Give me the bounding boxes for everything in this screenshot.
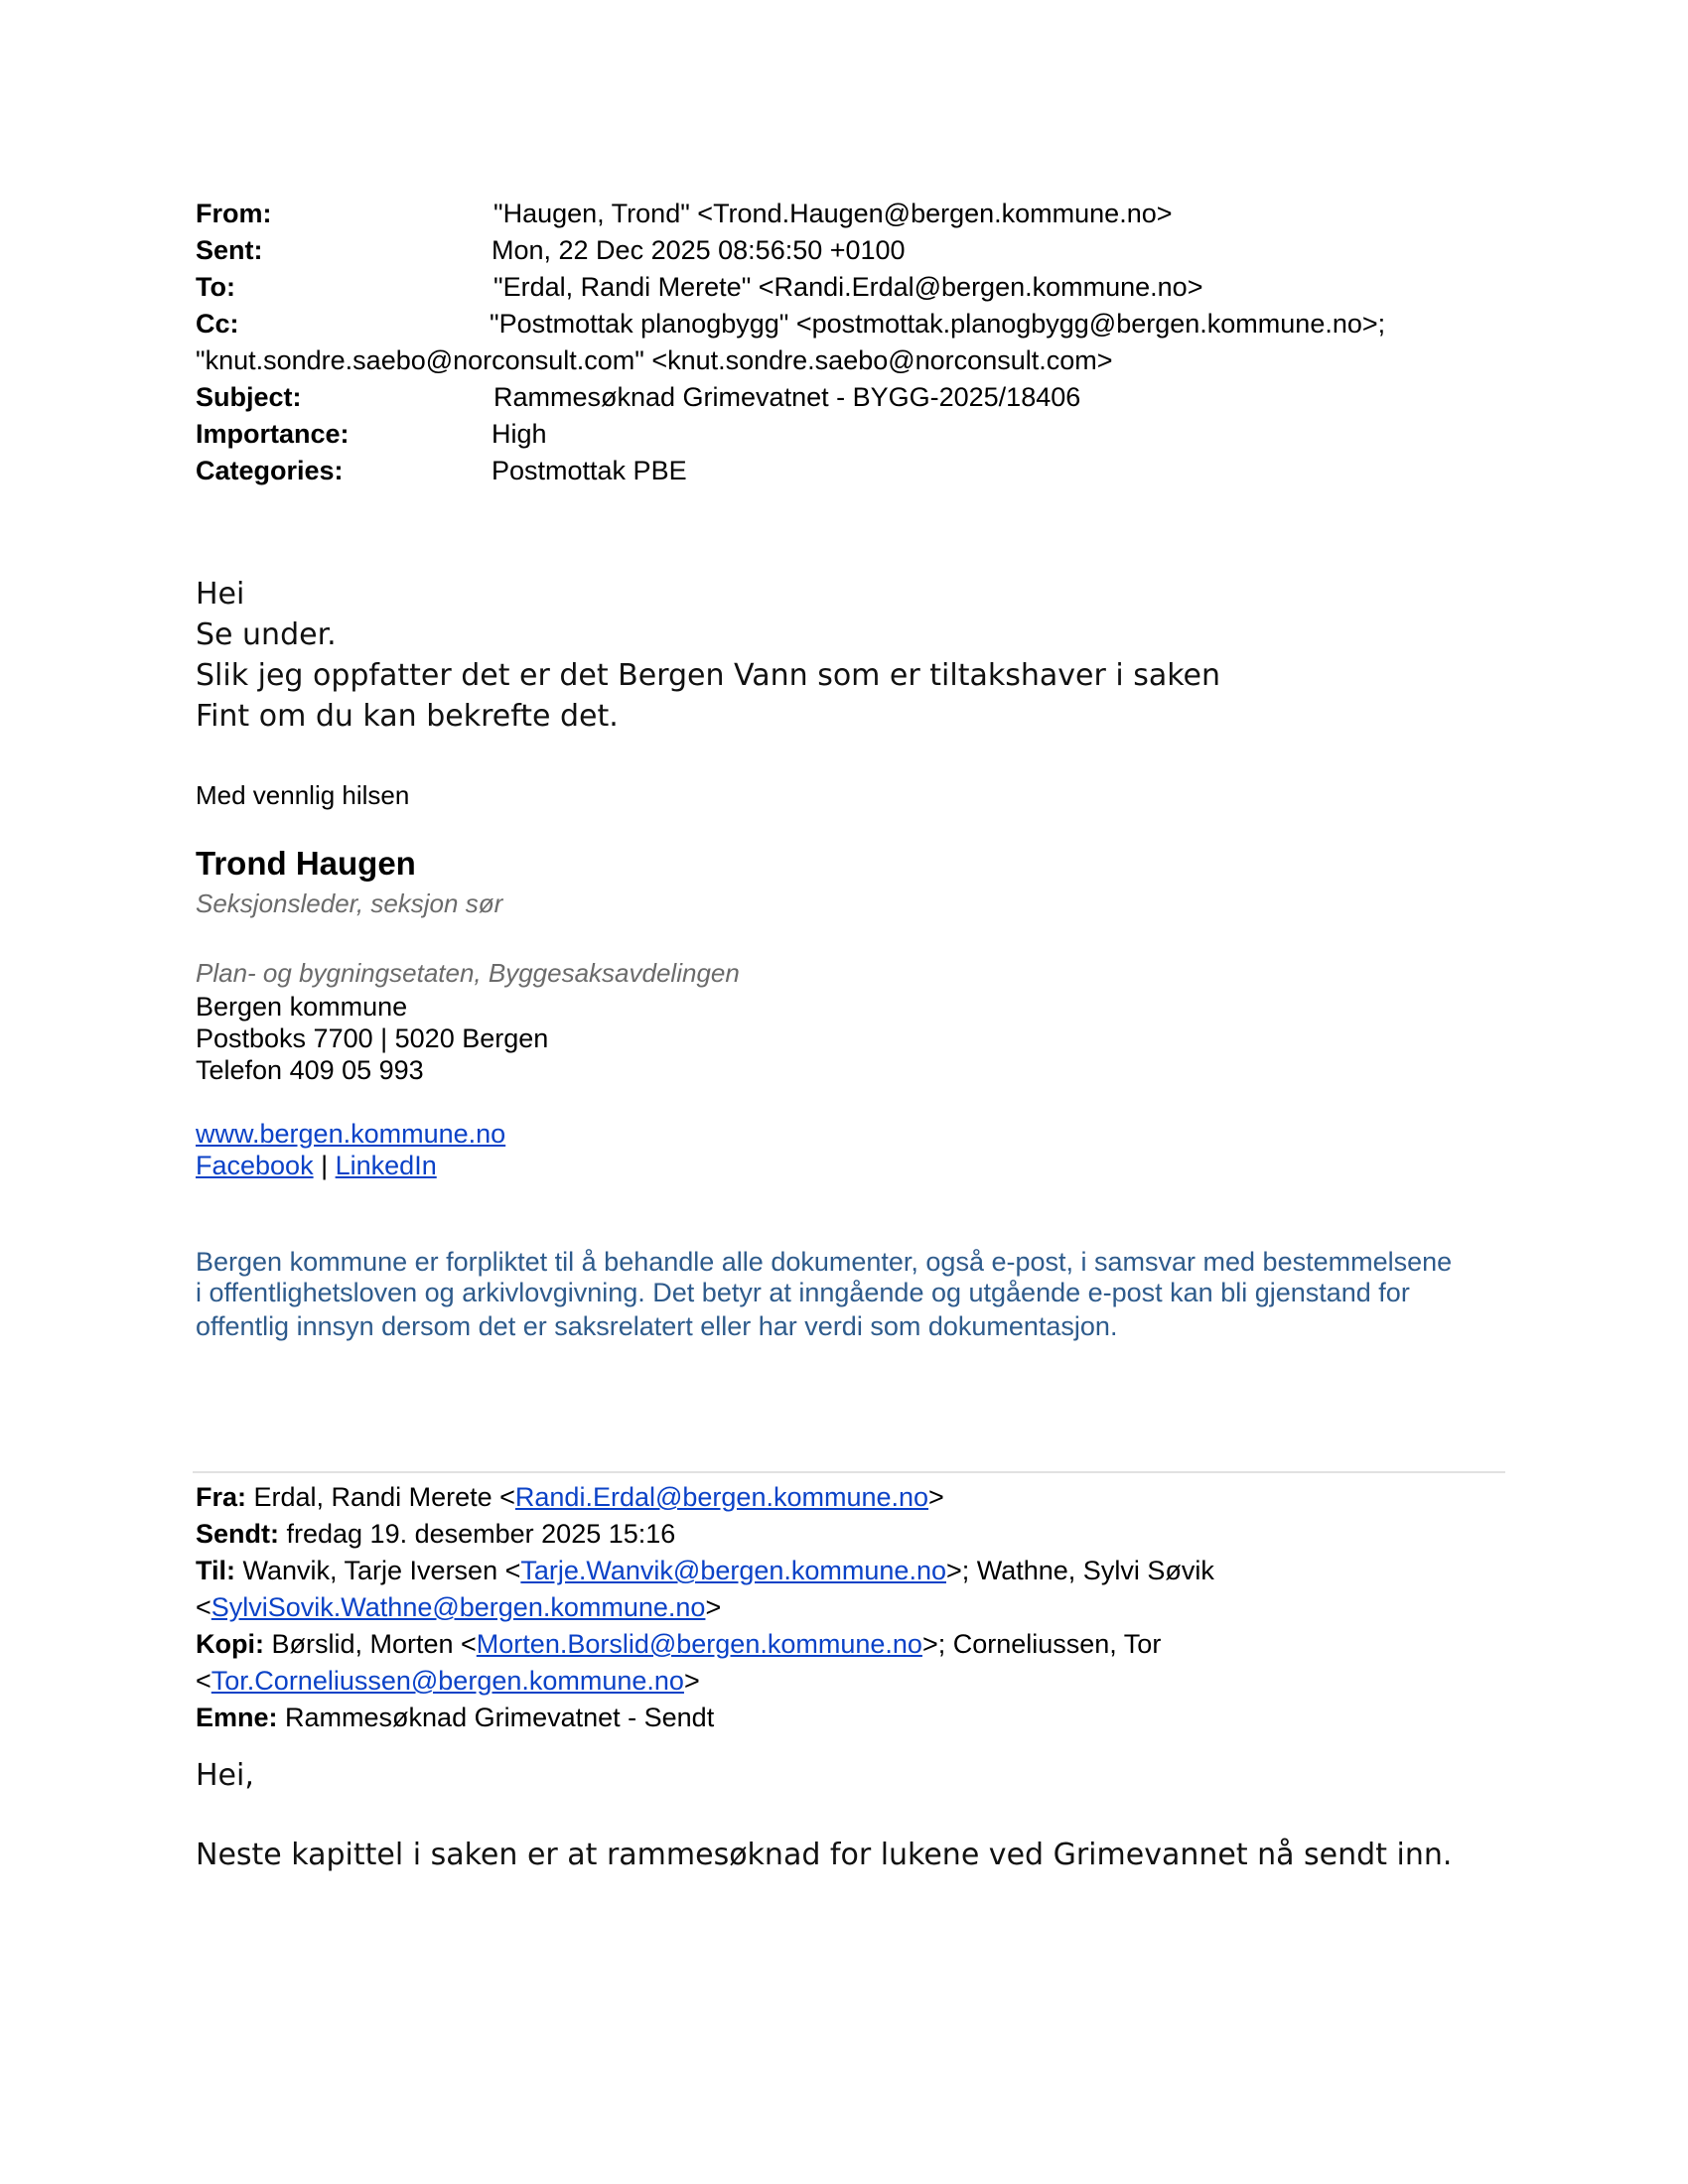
fwd-cc-email2-link[interactable]: Tor.Corneliussen@bergen.kommune.no bbox=[211, 1666, 684, 1696]
fwd-to-row bbox=[196, 1553, 1214, 1589]
fwd-from-row bbox=[196, 1479, 1214, 1516]
fwd-cc-name1: Børslid, Morten < bbox=[263, 1629, 477, 1659]
from-value: "Haugen, Trond" <Trond.Haugen@bergen.kommune.no> bbox=[493, 199, 1173, 228]
forward-divider bbox=[193, 1471, 1505, 1473]
subject-label: Subject: bbox=[196, 382, 302, 412]
fwd-sent-value: fredag 19. desember 2025 15:16 bbox=[279, 1519, 676, 1549]
fwd-cc-email1-link[interactable]: Morten.Borslid@bergen.kommune.no bbox=[476, 1629, 922, 1659]
fwd-to-email2-link[interactable]: SylviSovik.Wathne@bergen.kommune.no bbox=[211, 1592, 706, 1622]
importance-value: High bbox=[492, 419, 547, 449]
fwd-to-name1: Wanvik, Tarje Iversen < bbox=[235, 1556, 521, 1585]
importance-label: Importance: bbox=[196, 419, 350, 449]
signature-department: Plan- og bygningsetaten, Byggesaksavdelingen bbox=[196, 958, 740, 988]
fwd-to-row-continued bbox=[196, 1589, 1214, 1626]
fwd-from-name: Erdal, Randi Merete < bbox=[246, 1482, 515, 1512]
cc-value-line2: "knut.sondre.saebo@norconsult.com" <knut.sondre.saebo@norconsult.com> bbox=[196, 345, 1113, 375]
fwd-cc-row-continued bbox=[196, 1663, 1214, 1700]
fwd-subject-value: Rammesøknad Grimevatnet - Sendt bbox=[277, 1703, 715, 1732]
signature-title: Seksjonsleder, seksjon sør bbox=[196, 888, 503, 918]
signature-contact bbox=[196, 991, 548, 1086]
fwd-cc-label: Kopi: bbox=[196, 1629, 264, 1659]
to-label: To: bbox=[196, 272, 235, 302]
categories-value: Postmottak PBE bbox=[492, 456, 687, 485]
message-body bbox=[196, 574, 1220, 737]
fwd-from-end: > bbox=[928, 1482, 944, 1512]
fwd-from-email-link[interactable]: Randi.Erdal@bergen.kommune.no bbox=[514, 1482, 929, 1512]
linkedin-link[interactable]: LinkedIn bbox=[335, 1151, 437, 1180]
message-line: Hei bbox=[196, 577, 245, 612]
link-separator: | bbox=[321, 1151, 329, 1180]
notice-line: offentlig innsyn dersom det er saksrelatert eller har verdi som dokumentasjon. bbox=[196, 1311, 1118, 1341]
sent-label: Sent: bbox=[196, 235, 263, 265]
cc-label: Cc: bbox=[196, 309, 239, 339]
forwarded-text: Neste kapittel i saken er at rammesøknad for lukene ved Grimevannet nå sendt inn. bbox=[196, 1838, 1453, 1872]
fwd-to-end2: > bbox=[705, 1592, 722, 1622]
fwd-subject-label: Emne: bbox=[196, 1703, 278, 1732]
forwarded-greeting: Hei, bbox=[196, 1758, 254, 1793]
to-value: "Erdal, Randi Merete" <Randi.Erdal@bergen.kommune.no> bbox=[493, 272, 1203, 302]
fwd-to-email1-link[interactable]: Tarje.Wanvik@bergen.kommune.no bbox=[520, 1556, 946, 1585]
signature-address: Postboks 7700 | 5020 Bergen bbox=[196, 1024, 549, 1053]
facebook-link[interactable]: Facebook bbox=[196, 1151, 314, 1180]
website-link[interactable]: www.bergen.kommune.no bbox=[196, 1119, 506, 1149]
categories-label: Categories: bbox=[196, 456, 344, 485]
fwd-sent-label: Sendt: bbox=[196, 1519, 279, 1549]
signature-phone: Telefon 409 05 993 bbox=[196, 1055, 424, 1085]
signature-greeting: Med vennlig hilsen bbox=[196, 780, 410, 810]
fwd-to-mid: >; Wathne, Sylvi Søvik bbox=[945, 1556, 1214, 1585]
notice-line: Bergen kommune er forpliktet til å behandle alle dokumenter, også e-post, i samsvar med bestemmelsene bbox=[196, 1247, 1453, 1277]
message-line: Fint om du kan bekrefte det. bbox=[196, 699, 619, 734]
signature-organization: Bergen kommune bbox=[196, 992, 408, 1022]
from-label: From: bbox=[196, 199, 272, 228]
fwd-cc-end2: > bbox=[683, 1666, 700, 1696]
subject-value: Rammesøknad Grimevatnet - BYGG-2025/18406 bbox=[493, 382, 1081, 412]
fwd-from-label: Fra: bbox=[196, 1482, 247, 1512]
forwarded-header bbox=[196, 1479, 1214, 1736]
fwd-to-open2: < bbox=[196, 1592, 211, 1622]
fwd-cc-row bbox=[196, 1626, 1214, 1663]
legal-notice bbox=[196, 1247, 1516, 1342]
signature-name: Trond Haugen bbox=[196, 845, 416, 882]
fwd-sent-row bbox=[196, 1516, 1214, 1553]
message-line: Slik jeg oppfatter det er det Bergen Vann som er tiltakshaver i saken bbox=[196, 658, 1220, 693]
message-line: Se under. bbox=[196, 617, 337, 652]
sent-value: Mon, 22 Dec 2025 08:56:50 +0100 bbox=[492, 235, 906, 265]
fwd-cc-open2: < bbox=[196, 1666, 211, 1696]
fwd-subject-row bbox=[196, 1700, 1214, 1736]
cc-value-line1: "Postmottak planogbygg" <postmottak.planogbygg@bergen.kommune.no>; bbox=[490, 309, 1386, 339]
fwd-to-label: Til: bbox=[196, 1556, 235, 1585]
signature-links bbox=[196, 1118, 505, 1181]
fwd-cc-mid: >; Corneliussen, Tor bbox=[921, 1629, 1162, 1659]
notice-line: i offentlighetsloven og arkivlovgivning. Det betyr at inngående og utgående e-post kan bli gjenstand for bbox=[196, 1278, 1410, 1307]
